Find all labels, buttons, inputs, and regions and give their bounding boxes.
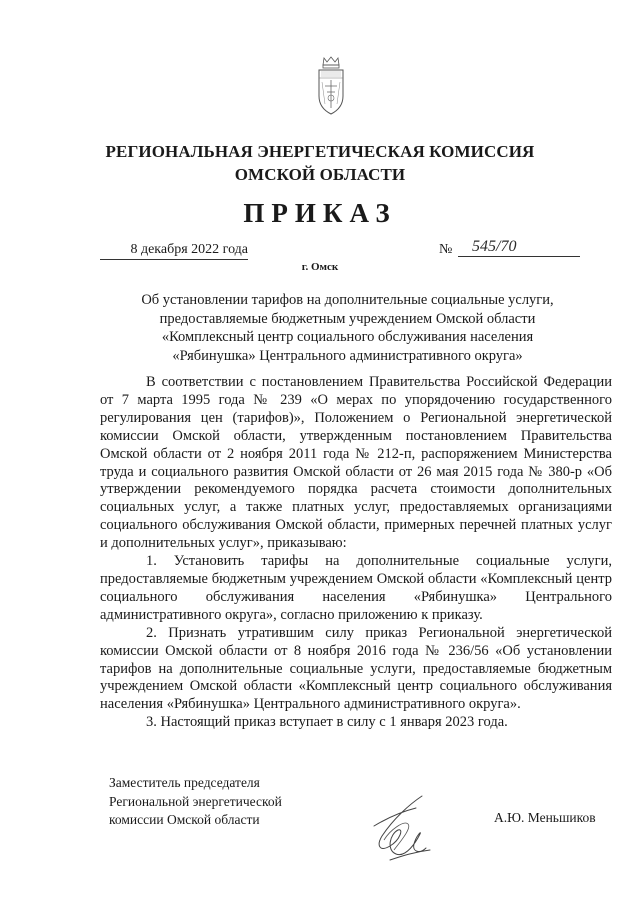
subject-line: «Комплексный центр социального обслуживания населения: [161, 329, 534, 346]
coat-of-arms-icon: [316, 56, 346, 118]
document-body: [100, 374, 612, 732]
signatory-position-line: комиссии Омской области: [109, 812, 260, 827]
organization-name-line1: РЕГИОНАЛЬНАЯ ЭНЕРГЕТИЧЕСКАЯ КОМИССИЯ: [105, 142, 535, 161]
document-subject: [120, 291, 575, 365]
subject-line: предоставляемые бюджетным учреждением Омской области: [159, 310, 536, 327]
body-preamble: В соответствии с постановлением Правительства Российской Федерации от 7 марта 1995 года № 239 «О мерах по упорядочению государственного регулирования цен (тарифов)», Положением о Региональной энергетической комиссии Омской области, утвержденным постановлением Правительства Омской области от 2 ноября 2011 года № 212-п, распоряжением Министерства труда и социального развития Омской области от 26 мая 2015 года № 380-р «Об утверждении рекомендуемого порядка расчета стоимости дополнительных социальных услуг, а также платных услуг, предоставляемых организациями социального обслуживания Омской области, примерных перечней платных услуг и дополнительных услуг», приказываю:: [100, 374, 612, 552]
document-city: г. Омск: [301, 261, 339, 273]
signatory-position-line: Региональной энергетической: [109, 793, 282, 809]
handwritten-signature: [360, 790, 450, 870]
body-item-1: 1. Установить тарифы на дополнительные социальные услуги, предоставляемые бюджетным учреждением Омской области «Комплексный центр социального обслуживания населения «Рябинушка» Центрального административного округа», согласно приложению к приказу.: [100, 553, 612, 623]
body-item-3: 3. Настоящий приказ вступает в силу с 1 января 2023 года.: [146, 714, 508, 731]
signatory-position: [109, 774, 282, 830]
organization-name-line2: ОМСКОЙ ОБЛАСТИ: [234, 165, 406, 184]
document-number-handwritten: 545/70: [458, 238, 580, 257]
signatory-position-line: Заместитель председателя: [109, 775, 260, 790]
document-date: 8 декабря 2022 года: [100, 242, 248, 260]
subject-line: Об установлении тарифов на дополнительные социальные услуги,: [141, 292, 554, 308]
subject-line: «Рябинушка» Центрального административного округа»: [172, 347, 523, 364]
body-item-2: 2. Признать утратившим силу приказ Региональной энергетической комиссии Омской области от 8 ноября 2016 года № 236/56 «Об установлении тарифов на дополнительные социальные услуги, предоставляемые бюджетным учреждением Омской области «Комплексный центр социального обслуживания населения «Рябинушка» Центрального административного округа».: [100, 624, 612, 713]
signatory-name: А.Ю. Меньшиков: [494, 810, 596, 825]
document-type-title: ПРИКАЗ: [243, 198, 397, 228]
document-number-label: №: [439, 242, 453, 257]
